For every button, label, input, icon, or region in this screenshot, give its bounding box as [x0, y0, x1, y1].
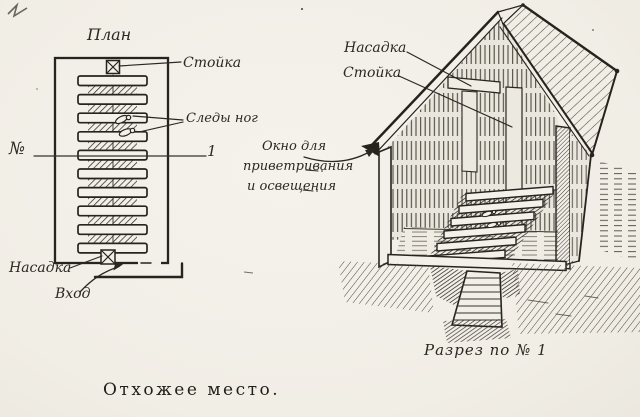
plan-label-stoyka: Стойка: [183, 55, 242, 71]
section-caption: Разрез по № 1: [424, 341, 548, 359]
plan-stoyka-leader: [119, 62, 181, 66]
plan-post-top: [107, 61, 120, 74]
section-ramp-shadow: [443, 319, 511, 343]
scan-artifact-mark: [8, 5, 27, 16]
section-entrance-ramp: [430, 266, 520, 343]
plan-post-bottom: [101, 250, 115, 264]
section-cut-wall-plank: [379, 147, 391, 267]
plan-title: План: [87, 25, 132, 44]
section-label-window-line1: Окно для: [262, 139, 327, 154]
section-label-window-line2: приветривания: [243, 159, 354, 174]
section-corner-post: [556, 126, 570, 269]
plan-view: [34, 58, 206, 292]
section-label-window-line3: и освещения: [247, 179, 337, 194]
plan-label-vkhod: Вход: [55, 286, 91, 302]
figure-caption: Отхожее место.: [103, 380, 281, 400]
section-post-left: [462, 91, 477, 172]
plan-section-mark-no: №: [9, 139, 26, 159]
plan-section-mark-1: 1: [207, 142, 217, 160]
section-label-stoyka: Стойка: [343, 65, 402, 81]
plan-label-nasadka: Насадка: [9, 260, 72, 276]
section-label-nasadka: Насадка: [344, 40, 407, 56]
plan-label-sledy-nog: Следы ног: [186, 111, 258, 126]
